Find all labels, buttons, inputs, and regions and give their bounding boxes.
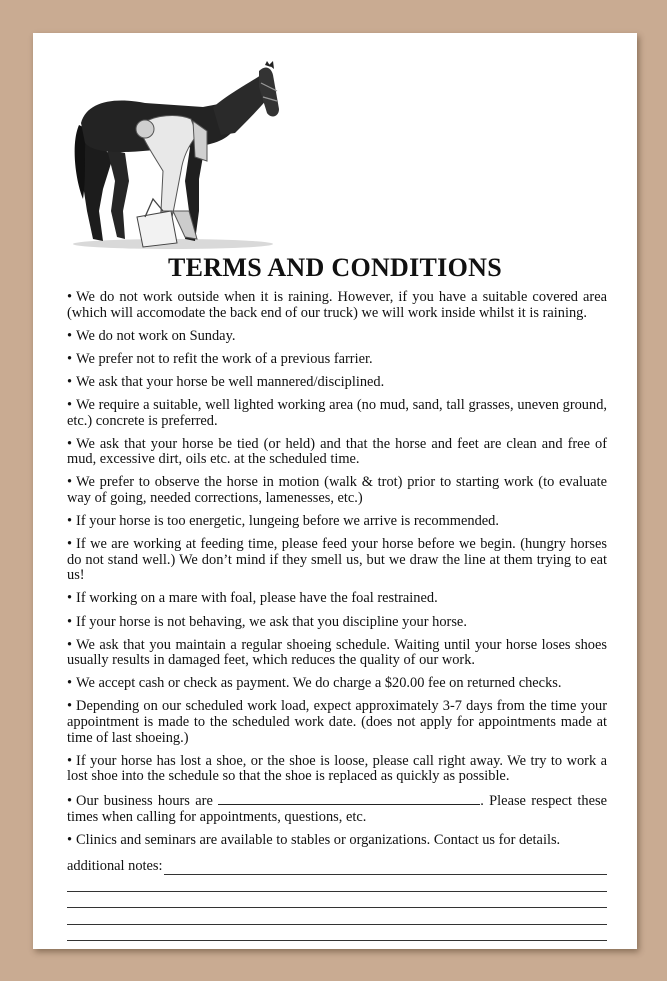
list-item <box>67 398 607 429</box>
list-item <box>67 475 607 506</box>
business-hours-label: Our business hours are <box>76 793 213 810</box>
list-item <box>67 699 607 746</box>
terms-list <box>67 290 607 856</box>
list-item <box>67 437 607 468</box>
term-text: We do not work on Sunday. <box>76 327 236 344</box>
notes-line[interactable] <box>67 925 607 942</box>
term-text: We accept cash or check as payment. We do charge a $20.00 fee on returned checks. <box>76 675 562 692</box>
list-item <box>67 676 607 692</box>
bullet: • <box>67 675 73 692</box>
bullet: • <box>67 536 73 553</box>
term-text: If your horse has lost a shoe, or the shoe is loose, please call right away. We try to work a lost shoe into the schedule so that the shoe is replaced as quickly as possible. <box>67 752 607 785</box>
term-text: If we are working at feeding time, please feed your horse before we begin. (hungry horses do not stand well.) We don’t mind if they smell us, but we draw the line at them trying to eat us! <box>67 536 607 584</box>
notes-first-row <box>67 859 607 875</box>
list-item <box>67 514 607 530</box>
bullet: • <box>67 373 73 390</box>
additional-notes-section <box>67 859 607 941</box>
business-hours-item <box>67 792 607 825</box>
notes-line[interactable] <box>67 875 607 892</box>
bullet: • <box>67 289 73 305</box>
business-hours-blank[interactable] <box>218 792 480 805</box>
bullet: • <box>67 636 73 653</box>
bullet: • <box>67 698 73 715</box>
list-item <box>67 615 607 631</box>
term-text: If your horse is not behaving, we ask that you discipline your horse. <box>76 613 467 630</box>
term-text: We ask that your horse be well mannered/disciplined. <box>76 373 385 390</box>
term-text: If working on a mare with foal, please have the foal restrained. <box>76 590 438 607</box>
notes-line[interactable] <box>67 892 607 909</box>
page-title: TERMS AND CONDITIONS <box>168 253 502 282</box>
list-item <box>67 754 607 785</box>
bullet: • <box>67 613 73 630</box>
list-item <box>67 290 607 321</box>
list-item <box>67 537 607 584</box>
list-item <box>67 352 607 368</box>
notes-line[interactable] <box>164 862 607 875</box>
bullet: • <box>67 513 73 530</box>
notes-line[interactable] <box>67 908 607 925</box>
bullet: • <box>67 793 73 810</box>
list-item <box>67 638 607 669</box>
term-text: We ask that you maintain a regular shoeing schedule. Waiting until your horse loses shoes usually results in damaged feet, which reduces the quality of our work. <box>67 636 607 669</box>
terms-document <box>33 33 637 949</box>
bullet: • <box>67 752 73 769</box>
term-text: If your horse is too energetic, lungeing before we arrive is recommended. <box>76 513 499 530</box>
bullet: • <box>67 590 73 607</box>
term-text: Depending on our scheduled work load, expect approximately 3-7 days from the time your appointment is made to the scheduled work date. (does not apply for appointments made at time of last shoeing.) <box>67 698 607 746</box>
bullet: • <box>67 350 73 367</box>
term-text: We do not work outside when it is raining. However, if you have a suitable covered area (which will accomodate the back end of our truck) we will work inside whilst it is raining. <box>67 289 607 321</box>
list-item <box>67 375 607 391</box>
term-text: We ask that your horse be tied (or held) and that the horse and feet are clean and free of mud, excessive dirt, oils etc. at the scheduled time. <box>67 435 607 468</box>
notes-label: additional notes: <box>67 858 163 874</box>
bullet: • <box>67 832 73 849</box>
bullet: • <box>67 327 73 344</box>
list-item <box>67 591 607 607</box>
bullet: • <box>67 396 73 413</box>
list-item <box>67 833 607 849</box>
business-hours-text: . Please respect these times when calling for appointments, questions, etc. <box>67 793 607 825</box>
farrier-horse-illustration <box>73 61 288 253</box>
bullet: • <box>67 474 73 491</box>
term-text: We prefer not to refit the work of a previous farrier. <box>76 350 373 367</box>
term-text: We prefer to observe the horse in motion (walk & trot) prior to starting work (to evaluate way of going, needed corrections, lamenesses, etc.) <box>67 474 607 506</box>
bullet: • <box>67 435 73 452</box>
term-text: We require a suitable, well lighted working area (no mud, sand, tall grasses, uneven ground, etc.) concrete is preferred. <box>67 396 607 429</box>
term-text: Clinics and seminars are available to stables or organizations. Contact us for details. <box>76 832 561 849</box>
list-item <box>67 329 607 345</box>
